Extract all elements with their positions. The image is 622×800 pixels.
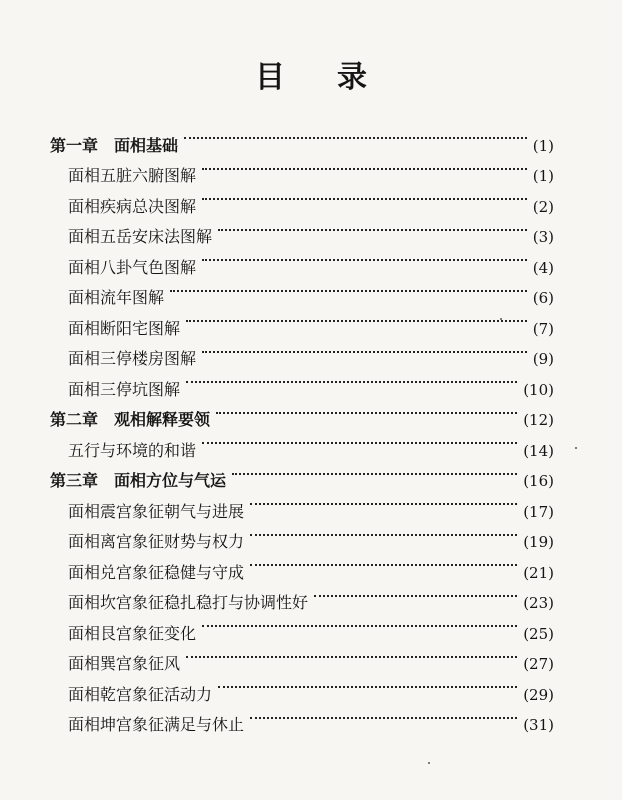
toc-entry-label xyxy=(68,436,196,467)
page-number: (9) xyxy=(532,350,554,368)
chapter-number: 第三章 xyxy=(50,471,99,490)
chapter-number: 第一章 xyxy=(50,135,99,155)
scan-speck xyxy=(428,762,430,764)
page-number: (27) xyxy=(523,655,554,673)
dot-leader xyxy=(200,608,519,639)
toc-entry-label xyxy=(68,161,196,192)
page-number: (4) xyxy=(532,258,554,277)
page-number: (6) xyxy=(532,289,554,307)
dot-leader xyxy=(200,242,529,273)
dot-leader xyxy=(214,395,519,426)
toc-entry-label xyxy=(50,405,210,436)
page-number: (31) xyxy=(523,716,554,734)
entry-title: 面相方位与气运 xyxy=(114,471,227,490)
toc-entry-label xyxy=(68,527,244,558)
page-number: (1) xyxy=(532,167,554,185)
entry-title: 面相巽宫象征风 xyxy=(68,654,181,673)
entry-title: 五行与环境的和谐 xyxy=(68,440,197,460)
dot-leader xyxy=(312,578,519,609)
entry-title: 面相三停坑图解 xyxy=(68,379,181,399)
page-number: (25) xyxy=(523,624,554,643)
toc-entry-label xyxy=(50,466,226,497)
entry-title: 面相乾宫象征活动力 xyxy=(68,684,213,704)
dot-leader xyxy=(200,181,529,212)
page-title xyxy=(0,52,622,96)
dot-leader xyxy=(200,151,529,182)
toc-entry-label xyxy=(68,497,244,528)
dot-leader xyxy=(200,425,519,456)
chapter-number: 第二章 xyxy=(50,410,99,429)
entry-title: 面相艮宫象征变化 xyxy=(68,623,197,643)
toc-entry-label xyxy=(68,314,180,345)
page-number: (23) xyxy=(523,594,554,612)
toc-entry-label xyxy=(68,222,212,253)
dot-leader xyxy=(216,212,529,243)
scan-speck xyxy=(500,318,502,320)
entry-title: 面相坤宫象征满足与休止 xyxy=(68,715,245,734)
dot-leader xyxy=(182,120,529,151)
dot-leader xyxy=(216,669,519,700)
entry-title: 面相基础 xyxy=(114,135,179,155)
page-number: (12) xyxy=(523,411,554,429)
page-number: (2) xyxy=(532,197,554,216)
entry-title: 面相兑宫象征稳健与守成 xyxy=(68,562,245,582)
page-number: (29) xyxy=(523,685,554,704)
toc-entry-label xyxy=(68,619,196,650)
table-of-contents xyxy=(50,120,554,734)
toc-entry-label xyxy=(68,375,180,406)
dot-leader xyxy=(248,486,519,517)
toc-entry-label xyxy=(68,680,212,711)
toc-entry-label xyxy=(68,192,196,223)
dot-leader xyxy=(248,700,519,731)
dot-leader xyxy=(184,364,519,395)
entry-title: 面相八卦气色图解 xyxy=(68,257,197,277)
dot-leader xyxy=(200,334,529,365)
toc-entry-label xyxy=(68,558,244,589)
page-number: (16) xyxy=(523,472,554,490)
entry-title: 面相疾病总决图解 xyxy=(68,196,197,216)
dot-leader xyxy=(184,303,529,334)
page-number: (14) xyxy=(523,441,554,460)
toc-entry-label xyxy=(50,131,178,162)
page-number: (10) xyxy=(523,380,554,399)
entry-title: 面相五岳安床法图解 xyxy=(68,227,213,246)
title-char-2: 录 xyxy=(337,60,367,95)
toc-entry-label xyxy=(68,344,196,375)
scan-speck xyxy=(575,447,577,449)
dot-leader xyxy=(184,639,519,670)
toc-entry-label xyxy=(68,649,180,680)
page-number: (7) xyxy=(532,319,554,338)
page-number: (21) xyxy=(523,563,554,582)
page-number: (19) xyxy=(523,533,554,551)
dot-leader xyxy=(230,456,519,487)
entry-title: 面相流年图解 xyxy=(68,288,165,307)
dot-leader xyxy=(248,547,519,578)
entry-title: 面相五脏六腑图解 xyxy=(68,166,197,185)
entry-title: 面相震宫象征朝气与进展 xyxy=(68,501,245,521)
page-number: (17) xyxy=(523,502,554,521)
page-number: (3) xyxy=(532,228,554,246)
dot-leader xyxy=(168,273,529,304)
title-char-1: 目 xyxy=(255,60,285,95)
entry-title: 面相三停楼房图解 xyxy=(68,349,197,368)
toc-entry-label xyxy=(68,283,164,314)
entry-title: 面相坎宫象征稳扎稳打与协调性好 xyxy=(68,593,309,612)
dot-leader xyxy=(248,517,519,548)
page-number: (1) xyxy=(532,136,554,155)
entry-title: 面相离宫象征财势与权力 xyxy=(68,532,245,551)
toc-chapter-entry xyxy=(50,120,554,155)
entry-title: 面相断阳宅图解 xyxy=(68,318,181,338)
toc-entry-label xyxy=(68,710,244,741)
entry-title: 观相解释要领 xyxy=(114,410,211,429)
